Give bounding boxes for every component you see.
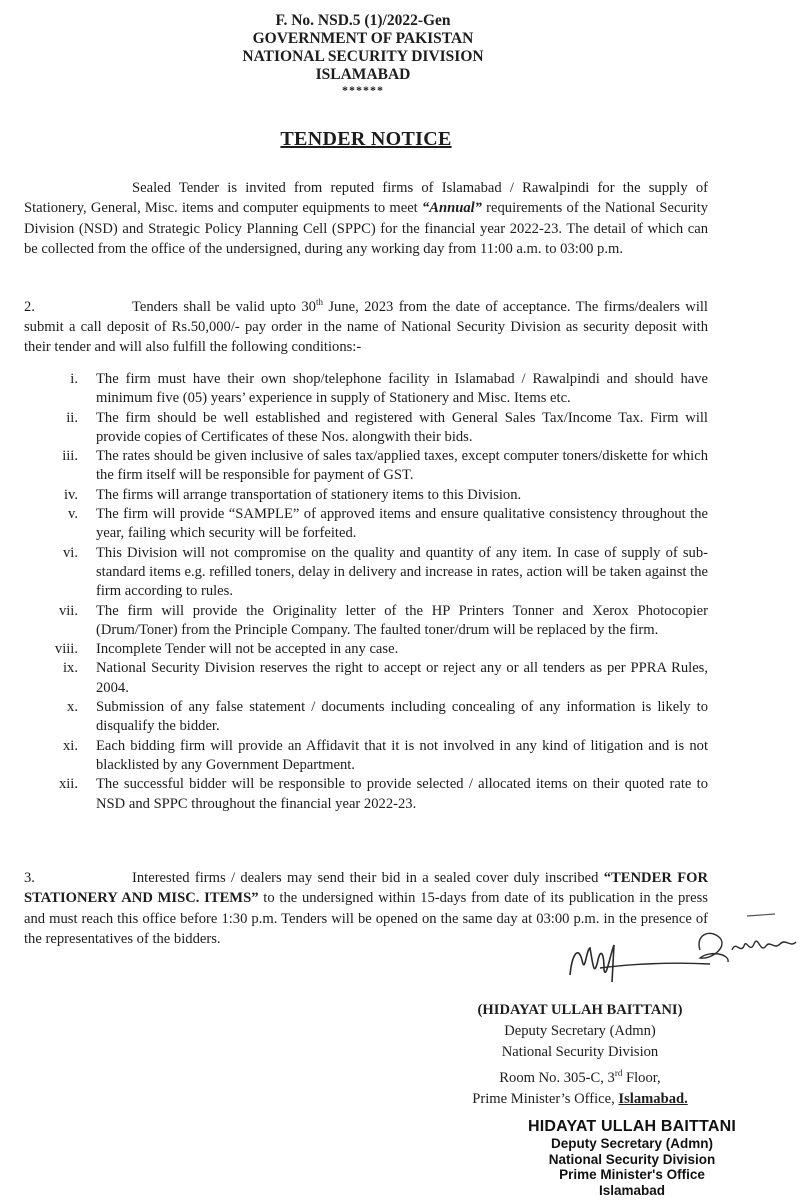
condition-number: vii. (58, 602, 78, 619)
government-name: GOVERNMENT OF PAKISTAN (252, 30, 474, 47)
condition-number: xi. (63, 737, 78, 754)
paragraph-2-text-b: June, 2023 from the date of acceptance. The firms/dealers will submit a call deposit of Rs.50,000/- pay order in the name of National Security Division as security deposit with their tender and will also fulfill the following conditions:- (24, 298, 708, 356)
condition-text: This Division will not compromise on the quality and quantity of any item. In case of supply of sub-standard items e.g. refilled toners, delay in delivery and increase in rates, action will be taken against the firm according to rules. (96, 544, 708, 600)
condition-text: Incomplete Tender will not be accepted in any case. (96, 641, 399, 658)
condition-text: The firm should be well established and registered with General Sales Tax/Income Tax. Firm will provide copies of Certificates of these Nos. alongwith their bids. (96, 409, 708, 445)
office-address (440, 1089, 720, 1110)
room-text-b: Floor, (622, 1069, 661, 1086)
condition-text: The firm will provide “SAMPLE” of approved items and ensure qualitative consistency throughout the year, failing which security will be forfeited. (96, 506, 708, 542)
annual-emphasis: “Annual” (421, 200, 482, 217)
condition-number: vi. (63, 544, 78, 561)
condition-item (44, 447, 708, 486)
condition-number: ix. (63, 660, 78, 677)
handwritten-signature (560, 920, 800, 1000)
office-city: Islamabad. (618, 1090, 688, 1107)
signatory-designation: Deputy Secretary (Admn) (504, 1023, 656, 1039)
signatory-name: (HIDAYAT ULLAH BAITTANI) (477, 1002, 683, 1018)
division-name: NATIONAL SECURITY DIVISION (242, 48, 484, 65)
signature-block (440, 1000, 720, 1110)
condition-number: xii. (58, 776, 78, 793)
condition-item (44, 737, 708, 776)
paragraph-3-text-b: to the undersigned within 15-days from date of its publication in the press and must reach this office before 1:30 p.m. Tenders will be opened on the same day at 03:00 p.m. in the presence of the representatives of the bidders. (24, 890, 708, 947)
condition-number: v. (68, 506, 78, 523)
condition-number: iv. (63, 486, 78, 503)
stamp-designation: Deputy Secretary (Admn) (550, 1136, 714, 1151)
condition-item (44, 370, 708, 409)
office-prefix: Prime Minister’s Office, (472, 1090, 619, 1107)
paragraph-1 (24, 178, 708, 259)
room-sup: rd (614, 1068, 623, 1078)
condition-item (44, 602, 708, 641)
paragraph-1-text-a: Sealed Tender is invited from reputed firms of Islamabad / Rawalpindi for the supply of Stationery, General, Misc. items and computer equipments to meet (24, 180, 708, 217)
paragraph-2-sup: th (315, 297, 323, 307)
condition-number: x. (67, 699, 78, 716)
paragraph-1-text-b: requirements of the National Security Division (NSD) and Strategic Policy Planning Cell (SPPC) for the financial year 2022-23. The detail of which can be collected from the office of the undersigned, during any working day from 11:00 a.m. to 03:00 p.m. (24, 200, 709, 257)
condition-item (44, 640, 708, 659)
room-text-a: Room No. 305-C, 3 (499, 1069, 615, 1086)
office-room (440, 1063, 720, 1089)
header-stars: ****** (342, 83, 384, 97)
condition-text: National Security Division reserves the right to accept or reject any or all tenders as per PPRA Rules, 2004. (96, 660, 708, 696)
condition-item (44, 698, 708, 737)
file-number: F. No. NSD.5 (1)/2022-Gen (275, 12, 451, 29)
paragraph-2 (24, 292, 708, 358)
condition-item (44, 409, 708, 448)
condition-number: i. (70, 371, 78, 387)
official-stamp (512, 1117, 752, 1198)
stamp-name: HIDAYAT ULLAH BAITTANI (528, 1118, 736, 1135)
condition-item (44, 544, 708, 602)
stamp-division: National Security Division (548, 1151, 716, 1167)
paragraph-3-text-a: Interested firms / dealers may send their bid in a sealed cover duly inscribed (132, 870, 604, 886)
condition-text: The firms will arrange transportation of stationery items to this Division. (96, 486, 522, 503)
page-title: TENDER NOTICE (280, 128, 452, 150)
stamp-office: Prime Minister's Office (559, 1167, 705, 1182)
condition-text: The firm must have their own shop/telephone facility in Islamabad / Rawalpindi and should have minimum five (05) years’ experience in supply of Stationery and Misc. Items etc. (96, 371, 708, 407)
condition-item (44, 659, 708, 698)
condition-item (44, 775, 708, 814)
condition-text: The firm will provide the Originality letter of the HP Printers Tonner and Xerox Photocopier (Drum/Toner) from the Principle Company. The faulted toner/drum will be replaced by the firm. (96, 602, 708, 638)
initial-mark (746, 910, 776, 920)
conditions-list (44, 370, 708, 814)
document-header (0, 12, 726, 96)
condition-number: iii. (62, 448, 78, 465)
paragraph-2-text-a: Tenders shall be valid upto 30 (132, 298, 316, 315)
condition-number: viii. (54, 641, 78, 658)
condition-text: Submission of any false statement / documents including concealing of any information is likely to disqualify the bidder. (96, 699, 708, 735)
condition-text: Each bidding firm will provide an Affidavit that it is not involved in any kind of litigation and is not blacklisted by any Government Department. (96, 737, 708, 773)
city-name: ISLAMABAD (315, 66, 411, 83)
condition-text: The successful bidder will be responsible to provide selected / allocated items on their quoted rate to NSD and SPPC throughout the financial year 2022-23. (96, 776, 708, 812)
paragraph-2-number: 2. (24, 298, 35, 315)
signatory-division: National Security Division (501, 1044, 659, 1060)
paragraph-3-number: 3. (24, 870, 35, 886)
tender-inscription: “TENDER FOR STATIONERY AND MISC. ITEMS” (24, 870, 709, 907)
condition-number: ii. (66, 409, 78, 426)
condition-item (44, 505, 708, 544)
condition-text: The rates should be given inclusive of sales tax/applied taxes, except computer toners/diskette for which the firm itself will be responsible for payment of GST. (96, 448, 708, 484)
condition-item (44, 486, 708, 505)
stamp-city: Islamabad (598, 1182, 666, 1198)
